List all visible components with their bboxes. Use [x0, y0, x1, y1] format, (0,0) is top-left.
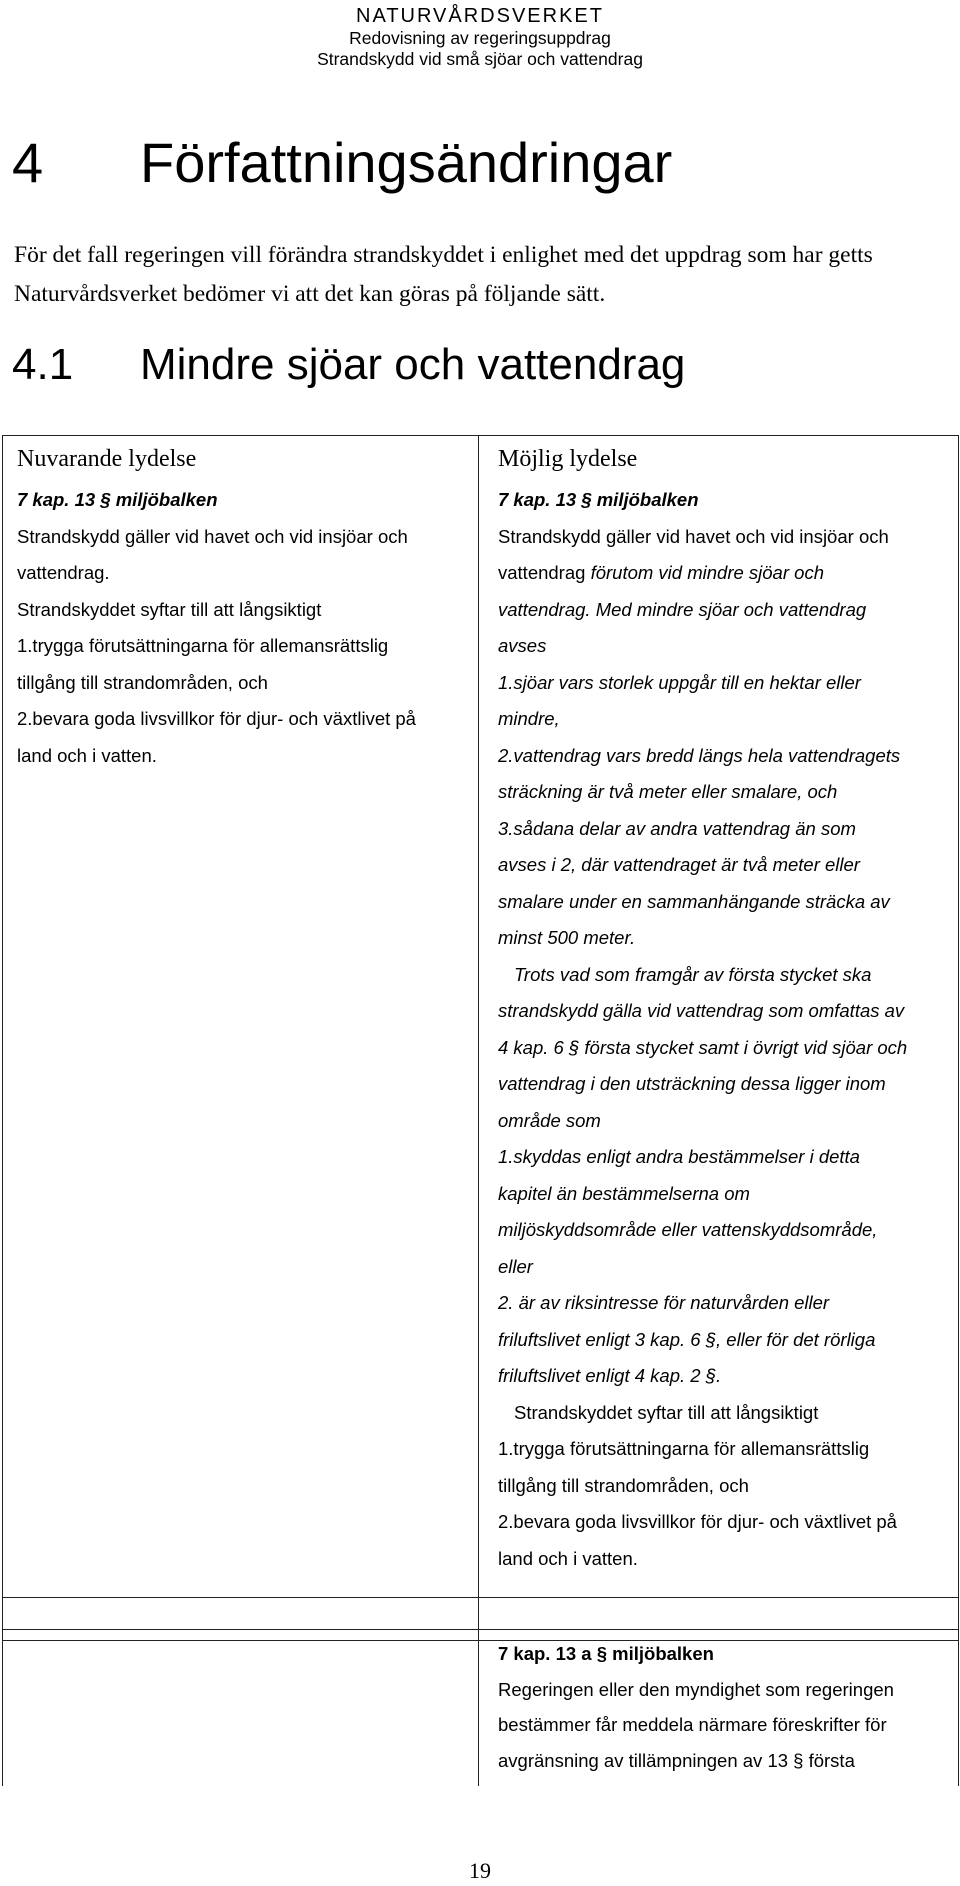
- text-line: tillgång till strandområden, och: [17, 671, 268, 693]
- proposed-line: miljöskyddsområde eller vattenskyddsområde,: [498, 1219, 878, 1240]
- header-report-type: Redovisning av regeringsuppdrag: [349, 28, 611, 48]
- empty-cell: [3, 1630, 479, 1787]
- section-heading: [12, 131, 673, 194]
- proposed-line: område som: [498, 1109, 601, 1131]
- possible-wording-header: Möjlig lydelse: [498, 446, 638, 472]
- proposed-line: smalare under en sammanhängande sträcka av: [498, 890, 890, 912]
- proposed-line: 3.sådana delar av andra vattendrag än som: [498, 817, 856, 839]
- proposed-line: Trots vad som framgår av första stycket ska: [514, 963, 872, 985]
- plain-text: vattendrag: [498, 562, 591, 583]
- proposed-line: 4 kap. 6 § första stycket samt i övrigt vid sjöar och: [498, 1036, 908, 1058]
- text-line: bestämmer får meddela närmare föreskrifter för: [498, 1714, 887, 1735]
- text-line: Strandskydd gäller vid havet och vid insjöar och: [17, 525, 408, 547]
- comparison-table: [2, 435, 959, 1641]
- subsection-title: Mindre sjöar och vattendrag: [140, 340, 686, 389]
- current-wording-text: [3, 474, 478, 784]
- section-intro: För det fall regeringen vill förändra strandskyddet i enlighet med det uppdrag som har getts Naturvårdsverket bedömer vi att det kan göras på följande sätt.: [14, 242, 873, 307]
- proposed-line: kapitel än bestämmelserna om: [498, 1182, 750, 1204]
- text-line: 2.bevara goda livsvillkor för djur- och växtlivet på: [17, 708, 416, 729]
- text-line: 1.trygga förutsättningarna för allemansrättslig: [498, 1438, 870, 1459]
- text-line: Strandskyddet syftar till att långsiktigt: [17, 598, 322, 620]
- text-line: vattendrag.: [17, 562, 110, 583]
- law-reference: 7 kap. 13 § miljöbalken: [17, 489, 218, 510]
- current-wording-column: [3, 436, 479, 1598]
- text-line: Strandskyddet syftar till att långsiktigt: [514, 1401, 819, 1423]
- section-number: 4: [12, 131, 44, 194]
- current-wording-header: Nuvarande lydelse: [17, 446, 197, 472]
- proposed-line: 1.skyddas enligt andra bestämmelser i detta: [498, 1146, 860, 1167]
- text-line: land och i vatten.: [17, 744, 157, 766]
- proposed-line: eller: [498, 1255, 533, 1277]
- header-report-title: Strandskydd vid små sjöar och vattendrag: [317, 49, 643, 69]
- text-line: avgränsning av tillämpningen av 13 § första: [498, 1749, 855, 1771]
- proposed-line: strandskydd gälla vid vattendrag som omfattas av: [498, 1000, 905, 1021]
- document-header: [0, 4, 960, 70]
- proposed-line: vattendrag i den utsträckning dessa ligger inom: [498, 1073, 886, 1094]
- proposed-line: vattendrag. Med mindre sjöar och vattendrag: [498, 598, 867, 620]
- proposed-line: minst 500 meter.: [498, 927, 636, 948]
- text-line: Regeringen eller den myndighet som regeringen: [498, 1678, 894, 1700]
- proposed-line: avses i 2, där vattendraget är två meter eller: [498, 854, 860, 875]
- new-provision-cell: [479, 1630, 959, 1787]
- proposed-text: förutom vid mindre sjöar och: [590, 562, 824, 583]
- proposed-line: mindre,: [498, 708, 560, 729]
- proposed-line: friluftslivet enligt 4 kap. 2 §.: [498, 1365, 722, 1386]
- subsection-heading: [12, 340, 686, 389]
- continuation-table: [2, 1629, 959, 1786]
- proposed-line: 1.sjöar vars storlek uppgår till en hektar eller: [498, 671, 861, 693]
- text-line: 1.trygga förutsättningarna för allemansrättslig: [17, 635, 389, 656]
- text-line: land och i vatten.: [498, 1547, 638, 1569]
- law-reference: 7 kap. 13 § miljöbalken: [498, 489, 699, 510]
- text-line: [498, 555, 950, 592]
- page-number: 19: [469, 1858, 491, 1883]
- proposed-line: 2.vattendrag vars bredd längs hela vattendragets: [498, 744, 901, 766]
- proposed-line: 2. är av riksintresse för naturvården eller: [498, 1292, 830, 1313]
- section-title: Författningsändringar: [140, 131, 673, 194]
- proposed-line: sträckning är två meter eller smalare, och: [498, 781, 838, 802]
- text-line: tillgång till strandområden, och: [498, 1474, 749, 1496]
- law-reference: 7 kap. 13 a § miljöbalken: [498, 1643, 714, 1664]
- new-provision-text: [479, 1630, 958, 1786]
- possible-wording-text: [479, 474, 958, 1597]
- header-organization: NATURVÅRDSVERKET: [356, 5, 604, 27]
- text-line: 2.bevara goda livsvillkor för djur- och växtlivet på: [498, 1511, 897, 1532]
- possible-wording-column: [479, 436, 959, 1598]
- text-line: Strandskydd gäller vid havet och vid insjöar och: [498, 525, 889, 547]
- proposed-line: friluftslivet enligt 3 kap. 6 §, eller för det rörliga: [498, 1328, 876, 1350]
- proposed-line: avses: [498, 635, 547, 656]
- subsection-number: 4.1: [12, 340, 74, 389]
